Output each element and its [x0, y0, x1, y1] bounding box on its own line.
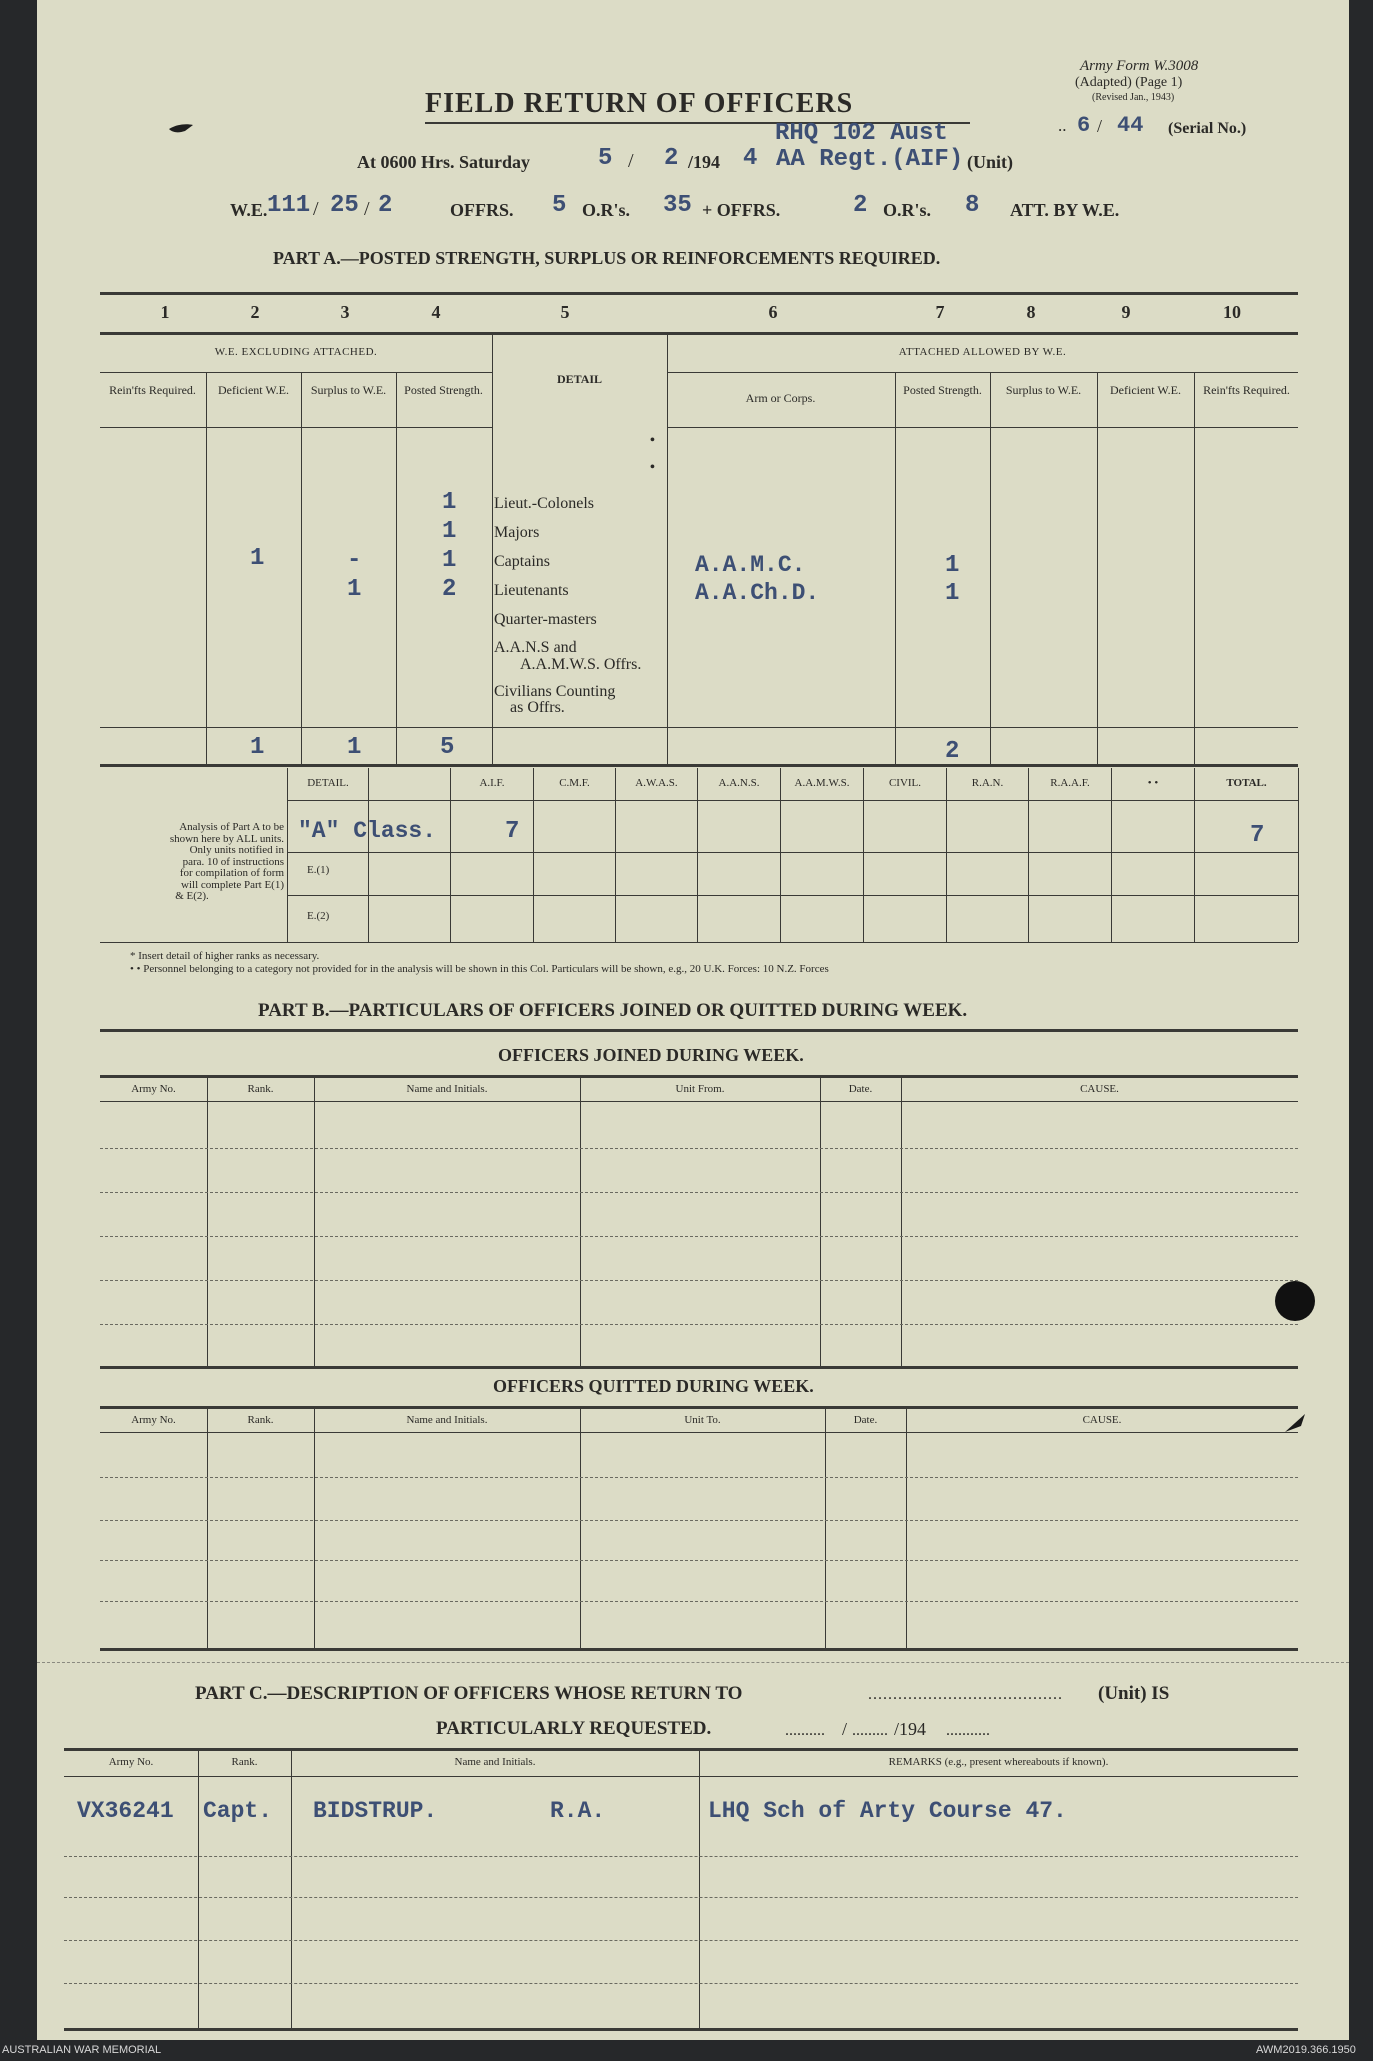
serial-suffix: 44: [1117, 113, 1144, 138]
subheader-rule-left: [100, 427, 492, 428]
analysis-total-value: 7: [1250, 822, 1265, 849]
attached-posted-aamc: 1: [945, 552, 960, 579]
part-a-title: PART A.—POSTED STRENGTH, SURPLUS OR REINFORCEMENTS REQUIRED.: [273, 248, 941, 268]
ors-label: O.R's.: [582, 200, 631, 220]
col-number: 9: [1121, 302, 1131, 322]
analysis-divider: [1111, 768, 1112, 942]
part-c-divider: [291, 1750, 292, 2030]
analysis-divider: [287, 768, 288, 942]
quitted-header: Rank.: [247, 1414, 274, 1426]
analysis-e2-label: E.(2): [307, 910, 330, 922]
we-number-1: 111: [267, 192, 311, 219]
part-c-divider: [198, 1750, 199, 2030]
date-year-prefix: /194: [688, 152, 721, 172]
analysis-note-line: & E(2).: [175, 890, 209, 902]
corner-tear-mark: [1283, 1412, 1307, 1439]
analysis-header: A.A.M.W.S.: [794, 777, 850, 789]
ors2-label: O.R's.: [883, 200, 932, 220]
group-rule-right: [667, 372, 1298, 373]
analysis-e1-label: E.(1): [307, 864, 330, 876]
part-b-rule: [100, 1029, 1298, 1032]
analysis-note-line: shown here by ALL units.: [169, 832, 284, 845]
joined-header: Army No.: [131, 1083, 176, 1095]
joined-divider: [207, 1077, 208, 1366]
quitted-divider: [207, 1408, 208, 1648]
col-divider: [990, 373, 991, 764]
attached-posted-aachd: 1: [945, 580, 960, 607]
analysis-header: R.A.A.F.: [1050, 777, 1090, 789]
sub-header: Rein'fts Required.: [109, 383, 196, 397]
footnote-2: • • Personnel belonging to a category not provided for in the analysis will be shown in this Col. Particulars will be shown, e.g., 20 U.K. Forces: 10 N.Z. Forces: [130, 963, 829, 975]
col-divider: [895, 373, 896, 764]
punch-hole: [1275, 1281, 1315, 1321]
posted-lieutenants: 2: [442, 576, 457, 603]
analysis-divider: [533, 768, 534, 942]
we-number-3: 2: [378, 192, 393, 219]
sub-header: Deficient W.E.: [1110, 383, 1181, 397]
part-c-header: Rank.: [231, 1756, 258, 1768]
analysis-header: A.W.A.S.: [635, 777, 678, 789]
attached-corps-aamc: A.A.M.C.: [695, 552, 806, 578]
detail-header: DETAIL: [556, 372, 603, 386]
analysis-divider: [780, 768, 781, 942]
rank-label: A.A.M.W.S. Offrs.: [520, 656, 642, 673]
part-c-date-dots: .........: [852, 1722, 888, 1739]
we-label: W.E.: [230, 200, 268, 220]
we-slash-1: /: [313, 198, 319, 220]
part-c-row-rule: [64, 1856, 1298, 1857]
part-c-divider: [699, 1750, 700, 2030]
date-year-digit: 4: [743, 145, 758, 172]
joined-divider: [901, 1077, 902, 1366]
part-c-rank: Capt.: [203, 1798, 273, 1824]
part-c-unit-label: (Unit) IS: [1098, 1683, 1170, 1704]
col-divider: [396, 373, 397, 764]
part-c-header: Name and Initials.: [454, 1756, 536, 1768]
unit-label: (Unit): [967, 152, 1013, 172]
serial-prefix: 6: [1077, 113, 1091, 138]
quitted-header-rule: [100, 1432, 1298, 1433]
analysis-divider: [615, 768, 616, 942]
analysis-divider: [1028, 768, 1029, 942]
analysis-header: CIVIL.: [888, 777, 922, 789]
page-title: FIELD RETURN OF OFFICERS: [425, 88, 854, 119]
col-number: 7: [935, 302, 945, 322]
analysis-aif-value: 7: [505, 818, 520, 845]
col-divider: [1097, 373, 1098, 764]
rank-label: Civilians Counting: [494, 683, 616, 700]
analysis-header: A.I.F.: [479, 777, 505, 789]
analysis-rule: [287, 800, 1298, 801]
col-number: 4: [431, 302, 441, 322]
quitted-header: Date.: [853, 1414, 878, 1426]
total-surplus: 1: [347, 734, 362, 761]
part-c-year: /194: [894, 1719, 927, 1739]
analysis-divider: [946, 768, 947, 942]
analysis-header: C.M.F.: [559, 777, 590, 789]
rank-label: Quarter-masters: [494, 611, 597, 628]
we-slash-2: /: [364, 198, 370, 220]
col-number: 5: [560, 302, 570, 322]
joined-row-rule: [100, 1280, 1298, 1281]
subheader-rule-right: [667, 427, 1298, 428]
analysis-rule: [287, 895, 1298, 896]
quitted-divider: [825, 1408, 826, 1648]
total-attached-posted: 2: [945, 738, 960, 765]
date-day: 5: [598, 145, 613, 172]
joined-row-rule: [100, 1192, 1298, 1193]
part-b-title: PART B.—PARTICULARS OF OFFICERS JOINED OR QUITTED DURING WEEK.: [258, 1000, 968, 1021]
ors2-value: 8: [965, 192, 980, 219]
offrs-label: OFFRS.: [450, 200, 514, 220]
attached-corps-aachd: A.A.Ch.D.: [695, 580, 820, 606]
analysis-note-line: Only units notified in: [189, 844, 284, 856]
part-c-date-dots: ...........: [946, 1722, 990, 1739]
part-c-remarks: LHQ Sch of Arty Course 47.: [708, 1798, 1067, 1824]
plus-offrs-value: 2: [853, 192, 868, 219]
unit-typed-line2: AA Regt.(AIF): [776, 146, 964, 173]
joined-bottom-rule: [100, 1366, 1298, 1369]
col-divider: [301, 373, 302, 764]
posted-lt-colonels: 1: [442, 489, 457, 516]
col-divider: [667, 334, 668, 764]
asterisk-mark: •: [650, 433, 655, 448]
analysis-header: A.A.N.S.: [718, 777, 760, 789]
date-slash: /: [628, 150, 634, 172]
joined-divider: [580, 1077, 581, 1366]
group-header-we: W.E. EXCLUDING ATTACHED.: [214, 346, 378, 358]
quitted-row-rule: [100, 1520, 1298, 1521]
quitted-divider: [580, 1408, 581, 1648]
total-posted: 5: [440, 734, 455, 761]
part-c-army-no: VX36241: [77, 1798, 174, 1824]
surplus-captains: -: [347, 547, 362, 574]
part-c-initials: R.A.: [550, 1798, 606, 1824]
part-a-bottom-rule: [100, 764, 1298, 767]
part-c-date-slash: /: [842, 1719, 848, 1739]
quitted-divider: [906, 1408, 907, 1648]
joined-title: OFFICERS JOINED DURING WEEK.: [498, 1045, 804, 1065]
quitted-header: Unit To.: [684, 1414, 721, 1426]
ink-mark: [167, 119, 195, 140]
rank-label: Majors: [494, 524, 540, 541]
quitted-divider: [314, 1408, 315, 1648]
part-c-row-rule: [64, 1940, 1298, 1941]
part-c-header: Army No.: [108, 1756, 154, 1768]
deficient-captains: 1: [250, 545, 265, 572]
group-rule-left: [100, 372, 492, 373]
analysis-note-line: will complete Part E(1): [181, 878, 284, 891]
offrs-value: 5: [552, 192, 567, 219]
footnote-1: * Insert detail of higher ranks as necessary.: [130, 950, 320, 962]
att-by-we-label: ATT. BY W.E.: [1010, 200, 1120, 220]
posted-captains: 1: [442, 547, 457, 574]
at-hrs-text: At 0600 Hrs. Saturday: [357, 152, 531, 172]
analysis-header: R.A.N.: [971, 777, 1004, 789]
surplus-lieutenants: 1: [347, 576, 362, 603]
analysis-note: [100, 822, 284, 903]
sub-header: Posted Strength.: [903, 383, 982, 397]
group-header-attached: ATTACHED ALLOWED BY W.E.: [898, 346, 1067, 358]
fold-line: [37, 1662, 1349, 1663]
part-a-top-rule: [100, 292, 1298, 295]
army-form-label: Army Form W.3008: [1080, 58, 1199, 74]
totals-rule: [100, 727, 1298, 728]
joined-row-rule: [100, 1324, 1298, 1325]
joined-header: CAUSE.: [1080, 1083, 1119, 1095]
sub-header: Deficient W.E.: [218, 383, 289, 397]
joined-divider: [820, 1077, 821, 1366]
part-c-unit-dots: .......................................: [868, 1686, 1063, 1703]
part-c-top-rule: [64, 1748, 1298, 1751]
rank-label: as Offrs.: [510, 699, 565, 716]
serial-dots: ..: [1058, 116, 1067, 135]
part-c-bottom-rule: [64, 2028, 1298, 2031]
rank-label: Lieut.-Colonels: [494, 495, 594, 512]
we-number-2: 25: [330, 192, 359, 219]
quitted-header: Name and Initials.: [406, 1414, 488, 1426]
joined-header: Unit From.: [675, 1083, 725, 1095]
analysis-divider: [1194, 768, 1195, 942]
part-c-header: REMARKS (e.g., present whereabouts if known).: [888, 1756, 1109, 1768]
footer-accession-number: AWM2019.366.1950: [1256, 2044, 1356, 2056]
sub-header: Arm or Corps.: [745, 391, 816, 405]
quitted-row-rule: [100, 1601, 1298, 1602]
analysis-divider: [697, 768, 698, 942]
total-deficient: 1: [250, 734, 265, 761]
joined-row-rule: [100, 1148, 1298, 1149]
col-divider: [1194, 373, 1195, 764]
unit-typed-line1: RHQ 102 Aust: [775, 120, 948, 147]
col-number: 6: [768, 302, 778, 322]
joined-row-rule: [100, 1236, 1298, 1237]
rank-label: Captains: [494, 553, 550, 570]
revised-label: (Revised Jan., 1943): [1092, 92, 1175, 103]
analysis-note-line: para. 10 of instructions: [182, 855, 284, 868]
analysis-note-line: for compilation of form: [179, 867, 284, 879]
analysis-divider: [450, 768, 451, 942]
asterisk-mark: •: [650, 460, 655, 475]
sub-header: Posted Strength.: [404, 383, 483, 397]
serial-label: (Serial No.): [1168, 120, 1247, 137]
date-month: 2: [664, 145, 679, 172]
analysis-divider: [1298, 768, 1299, 942]
joined-header: Rank.: [247, 1083, 274, 1095]
sub-header: Surplus to W.E.: [1005, 383, 1082, 397]
posted-majors: 1: [442, 518, 457, 545]
rank-label: Lieutenants: [494, 582, 569, 599]
col-number: 2: [250, 302, 260, 322]
footer-archive-name: AUSTRALIAN WAR MEMORIAL: [2, 2044, 162, 2056]
quitted-header: Army No.: [131, 1414, 176, 1426]
quitted-top-rule: [100, 1406, 1298, 1409]
joined-header-rule: [100, 1101, 1298, 1102]
analysis-note-line: Analysis of Part A to be: [179, 821, 284, 833]
adapted-label: (Adapted) (Page 1): [1075, 75, 1183, 90]
analysis-bottom-rule: [100, 942, 1298, 943]
quitted-bottom-rule: [100, 1648, 1298, 1651]
quitted-header: CAUSE.: [1082, 1414, 1122, 1426]
col-divider: [492, 334, 493, 764]
col-number: 10: [1223, 302, 1241, 322]
plus-offrs-label: + OFFRS.: [702, 200, 781, 220]
joined-header: Date.: [848, 1083, 873, 1095]
sub-header: Surplus to W.E.: [310, 383, 387, 397]
part-c-title-2: PARTICULARLY REQUESTED.: [436, 1718, 712, 1739]
part-c-header-rule: [64, 1776, 1298, 1777]
analysis-divider: [863, 768, 864, 942]
part-c-date-dots: ..........: [785, 1722, 825, 1739]
joined-divider: [314, 1077, 315, 1366]
ors-value: 35: [663, 192, 692, 219]
analysis-header: • •: [1147, 777, 1159, 789]
part-c-name: BIDSTRUP.: [313, 1798, 438, 1824]
rank-label: A.A.N.S and: [494, 639, 577, 656]
analysis-header: DETAIL.: [307, 777, 349, 789]
part-a-number-rule: [100, 332, 1298, 335]
analysis-divider: [368, 768, 369, 942]
quitted-row-rule: [100, 1560, 1298, 1561]
col-number: 1: [160, 302, 170, 322]
quitted-title: OFFICERS QUITTED DURING WEEK.: [493, 1376, 814, 1396]
serial-slash: /: [1097, 116, 1103, 136]
part-c-row-rule: [64, 1897, 1298, 1898]
col-number: 8: [1026, 302, 1036, 322]
col-number: 3: [340, 302, 350, 322]
joined-header: Name and Initials.: [406, 1083, 488, 1095]
analysis-header: TOTAL.: [1226, 777, 1267, 789]
col-divider: [206, 373, 207, 764]
part-c-row-rule: [64, 1983, 1298, 1984]
quitted-row-rule: [100, 1477, 1298, 1478]
joined-top-rule: [100, 1075, 1298, 1078]
part-c-title-1: PART C.—DESCRIPTION OF OFFICERS WHOSE RETURN TO: [195, 1683, 743, 1704]
analysis-rule: [287, 852, 1298, 853]
sub-header: Rein'fts Required.: [1203, 383, 1290, 397]
analysis-row-label: "A" Class.: [298, 818, 437, 844]
